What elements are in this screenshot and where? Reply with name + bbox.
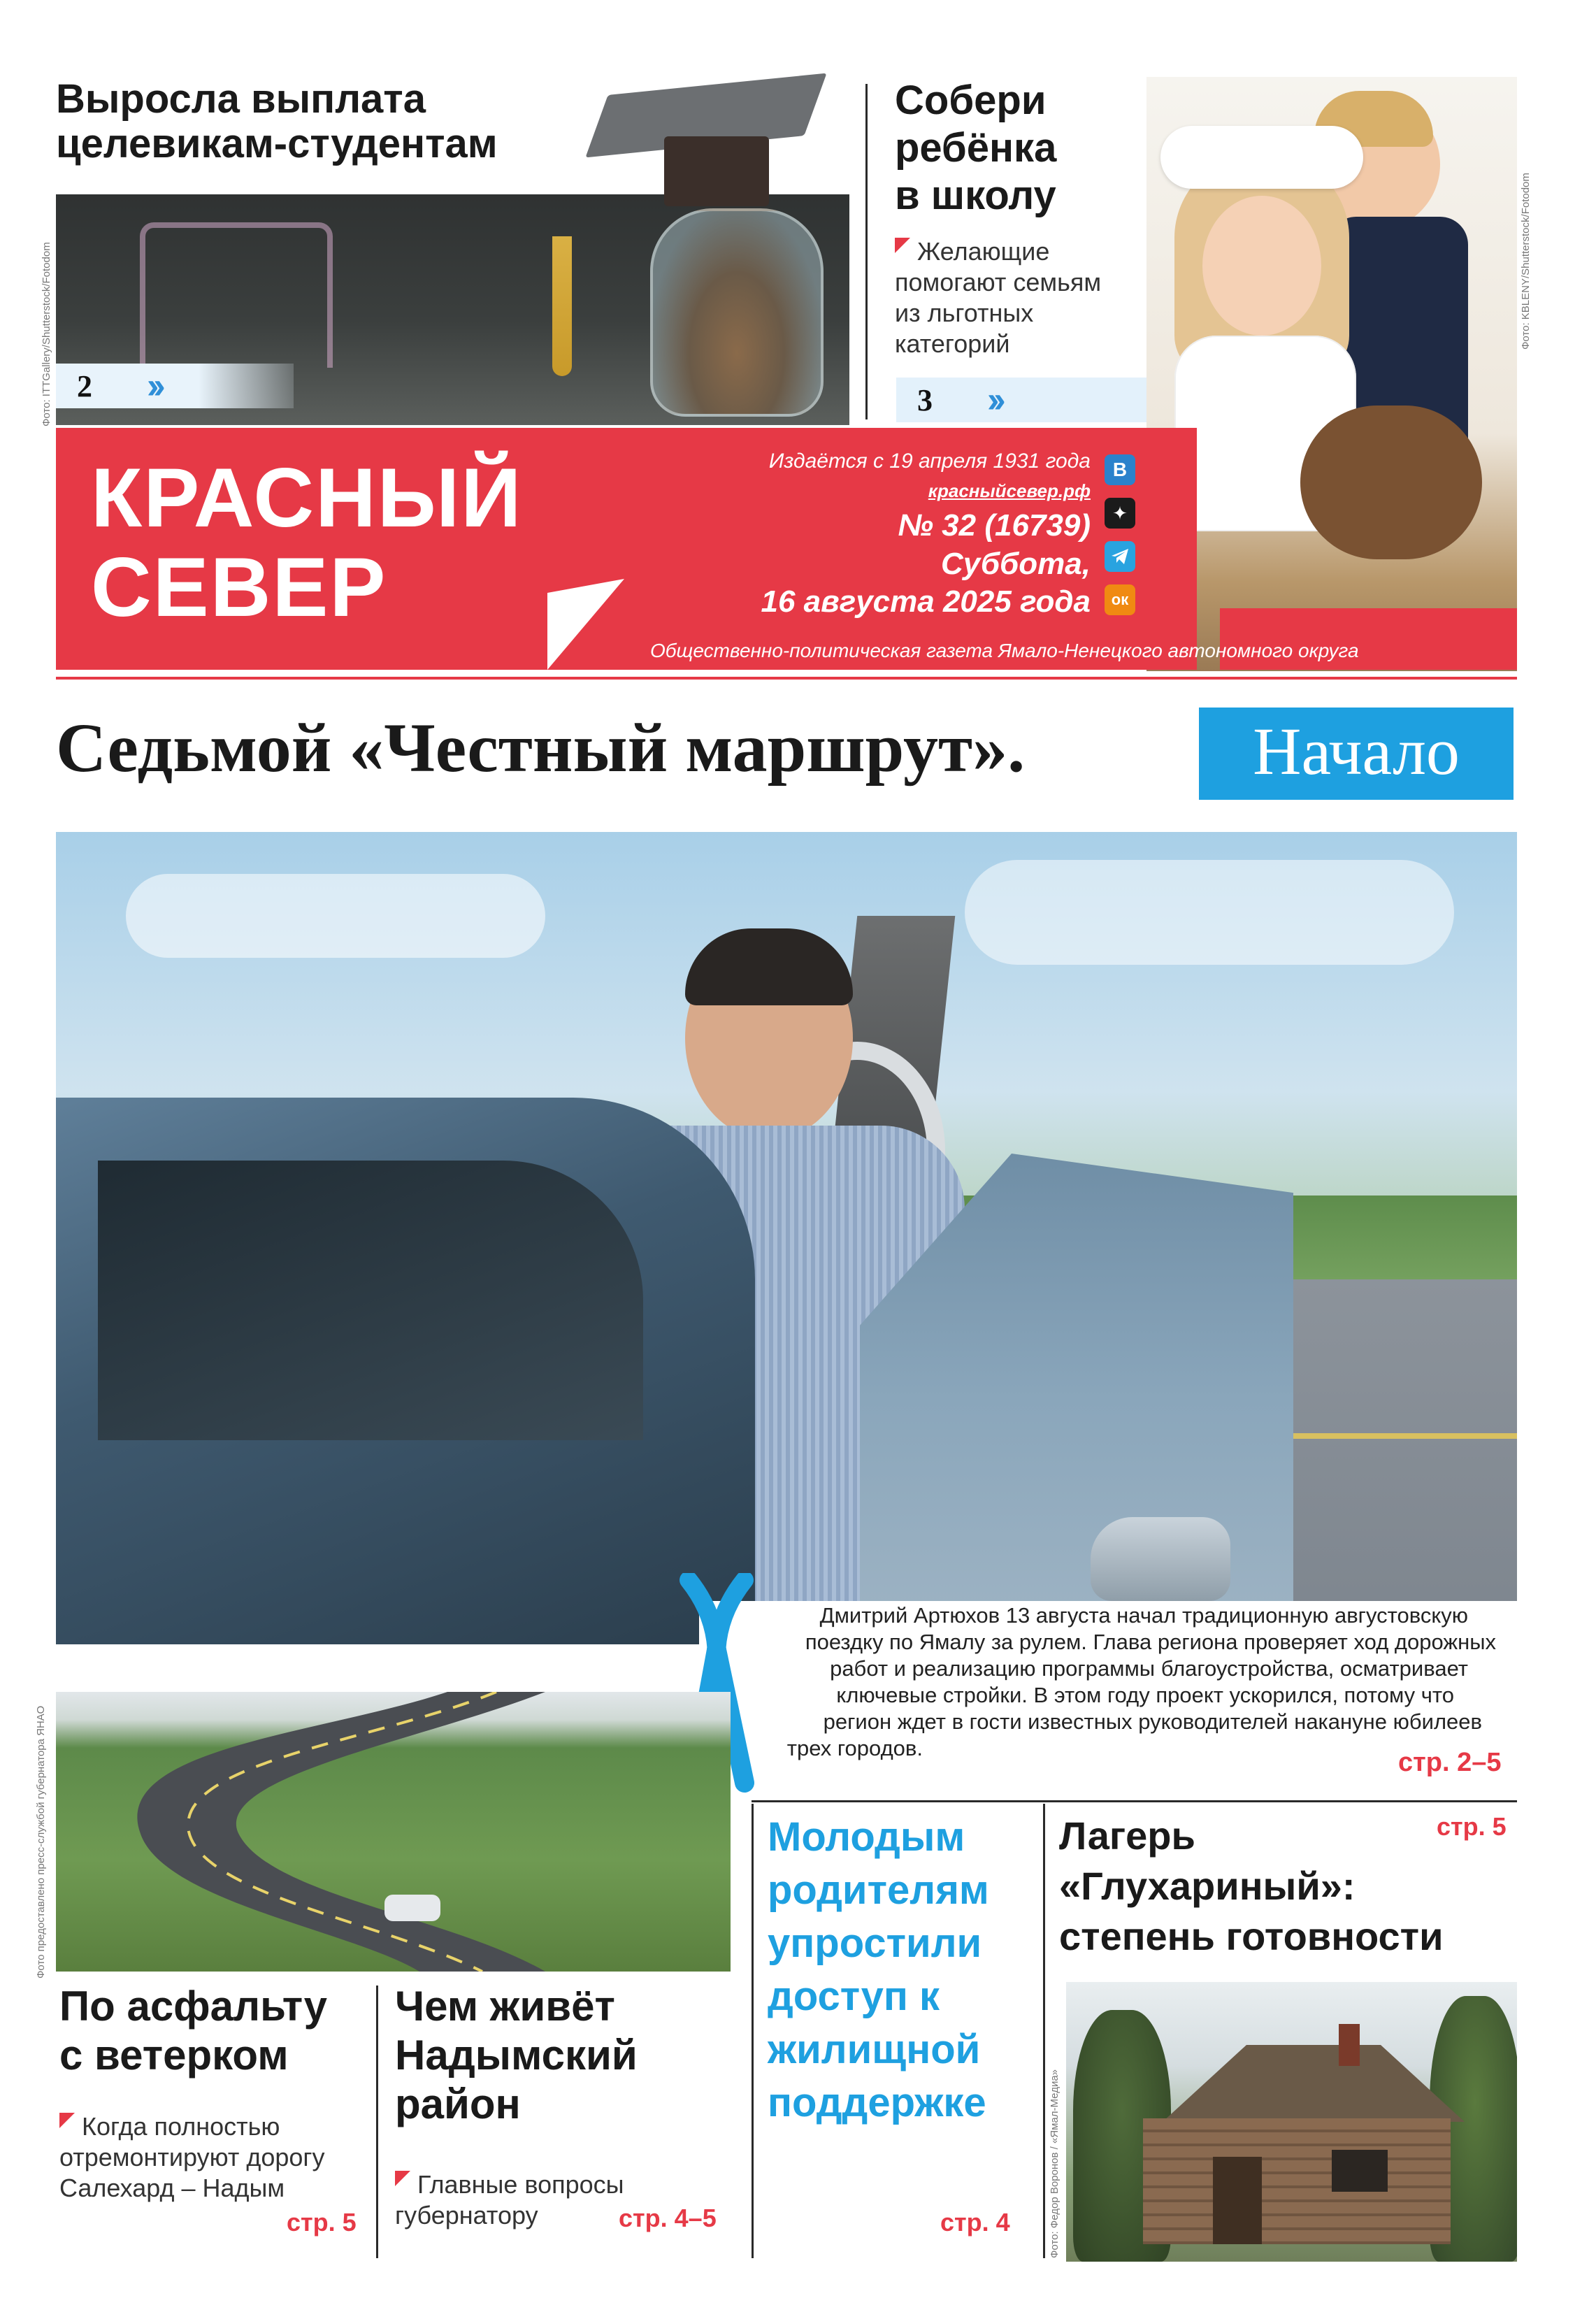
teaser-left-nav[interactable] xyxy=(56,364,294,408)
chalk-drawing xyxy=(140,222,333,368)
masthead-site-link[interactable]: красныйсевер.рф xyxy=(928,480,1091,501)
teaser-divider xyxy=(865,84,868,419)
masthead-title[interactable] xyxy=(91,453,522,632)
masthead-rule xyxy=(56,677,1517,680)
teaser-left-headline-line2: целевикам-студентам xyxy=(56,121,498,166)
teaser-right-headline-line1: Собери xyxy=(895,78,1047,123)
camp-pages[interactable]: стр. 5 xyxy=(1437,1812,1507,1841)
cloud xyxy=(965,860,1454,965)
masthead-since: Издаётся с 19 апреля 1931 года xyxy=(768,450,1091,473)
teaser-right-nav[interactable] xyxy=(896,378,1176,422)
caption-line3: работ и реализацию программы благоустройства, осматривает xyxy=(830,1656,1468,1681)
nadym-headline-line3: район xyxy=(395,2081,521,2127)
ok-icon[interactable]: ок xyxy=(1105,584,1135,615)
caption-line4: ключевые стройки. В этом году проект ускорился, потому что xyxy=(836,1683,1454,1707)
car-window xyxy=(98,1161,643,1440)
camp-headline[interactable] xyxy=(1059,1811,1444,1962)
teaser-right-page-num: 3 xyxy=(917,382,933,417)
masthead-info xyxy=(629,447,1091,621)
teddy-bear xyxy=(1300,405,1482,559)
teaser-left-photo-credit: Фото: ITTGallery/Shutterstock/Fotodom xyxy=(41,242,52,426)
main-photo[interactable] xyxy=(56,832,1517,1644)
girl-bows xyxy=(1160,126,1363,189)
cabin-wall xyxy=(1143,2118,1451,2244)
car-mirror xyxy=(1091,1517,1230,1601)
asphalt-headline-line1: По асфальту xyxy=(59,1983,328,2030)
cabin-window xyxy=(1332,2150,1388,2192)
caption-line6: трех городов. xyxy=(786,1736,923,1760)
asphalt-lead-line1: Когда полностью xyxy=(82,2112,280,2141)
teaser-right-lead-line1: Желающие xyxy=(917,237,1050,266)
cabin-door xyxy=(1213,2157,1262,2244)
housing-headline-line4: доступ к xyxy=(768,1974,940,2019)
main-headline[interactable]: Седьмой «Честный маршрут». xyxy=(56,709,1026,787)
nadym-lead-line2: губернатору xyxy=(395,2201,538,2230)
man-hair xyxy=(685,928,853,1005)
housing-headline-line5: жилищной xyxy=(768,2027,981,2072)
teaser-right-headline[interactable] xyxy=(895,77,1056,220)
nadym-headline-line1: Чем живёт xyxy=(395,1983,615,2030)
teaser-left-page-num: 2 xyxy=(77,368,92,403)
teaser-right-lead-line2: помогают семьям xyxy=(895,268,1102,296)
nadym-headline-line2: Надымский xyxy=(395,2032,638,2078)
camp-photo[interactable] xyxy=(1066,1982,1517,2262)
camp-headline-line3: степень готовности xyxy=(1059,1914,1444,1958)
housing-headline[interactable] xyxy=(768,1811,989,2130)
camp-headline-line1: Лагерь xyxy=(1059,1814,1195,1858)
teaser-left-headline[interactable] xyxy=(56,77,498,166)
cabin-chimney xyxy=(1339,2024,1360,2066)
masthead-triangle-mark xyxy=(547,579,624,670)
divider-housing-camp xyxy=(1043,1804,1045,2258)
cloud xyxy=(126,874,545,958)
telegram-icon[interactable] xyxy=(1105,541,1135,572)
bottom-rule-right xyxy=(752,1800,1517,1802)
masthead-title-line2: СЕВЕР xyxy=(91,540,387,634)
masthead-title-line1: КРАСНЫЙ xyxy=(91,451,523,545)
double-chevron-right-icon: ›› xyxy=(987,380,1000,420)
caption-line2: поездку по Ямалу за рулем. Глава региона проверяет ход дорожных xyxy=(805,1630,1496,1654)
main-photo-credit: Фото предоставлено пресс-службой губернатора ЯНАО xyxy=(35,1705,47,1979)
asphalt-headline[interactable] xyxy=(59,1982,327,2080)
caption-line5: регион ждет в гости известных руководителей накануне юбилеев xyxy=(823,1709,1482,1734)
masthead-date: 16 августа 2025 года xyxy=(761,584,1091,619)
teaser-right-lead-line3: из льготных xyxy=(895,299,1034,327)
girl-face xyxy=(1202,196,1321,336)
teaser-left-headline-line1: Выросла выплата xyxy=(56,76,426,122)
cabin-roof xyxy=(1129,2045,1465,2122)
asphalt-lead xyxy=(59,2111,325,2204)
masthead-weekday: Суббота, xyxy=(941,547,1091,581)
double-chevron-right-icon: ›› xyxy=(147,366,160,406)
divider-nadym-housing xyxy=(752,1804,754,2258)
housing-headline-line6: поддержке xyxy=(768,2080,986,2125)
asphalt-headline-line2: с ветерком xyxy=(59,2032,289,2078)
caption-line1: Дмитрий Артюхов 13 августа начал традиционную августовскую xyxy=(819,1603,1468,1628)
coin-jar xyxy=(650,208,824,417)
main-caption xyxy=(727,1602,1496,1762)
main-headline-tag[interactable]: Начало xyxy=(1199,708,1514,800)
teaser-right-lead xyxy=(895,236,1101,359)
car-on-road xyxy=(384,1895,440,1921)
teaser-right-headline-line2: ребёнка xyxy=(895,125,1057,171)
nadym-headline[interactable] xyxy=(395,1982,638,2129)
camp-headline-line2: «Глухариный»: xyxy=(1059,1864,1356,1908)
dzen-icon[interactable]: ✦ xyxy=(1105,498,1135,529)
asphalt-lead-line2: отремонтируют дорогу xyxy=(59,2143,325,2171)
graduation-cap-base xyxy=(664,136,769,206)
teaser-right-photo[interactable] xyxy=(1146,77,1517,671)
housing-headline-line3: упростили xyxy=(768,1920,982,1966)
nadym-pages[interactable]: стр. 4–5 xyxy=(619,2204,717,2232)
teaser-right-lead-line4: категорий xyxy=(895,329,1010,358)
masthead-issue: № 32 (16739) xyxy=(898,508,1091,543)
road-photo[interactable] xyxy=(56,1692,731,1972)
teaser-right-photo-credit: Фото: KBLENY/Shutterstock/Fotodom xyxy=(1520,173,1532,350)
divider-asphalt-nadym xyxy=(376,1986,378,2258)
housing-headline-line2: родителям xyxy=(768,1867,989,1913)
vk-icon[interactable]: В xyxy=(1105,454,1135,485)
asphalt-pages[interactable]: стр. 5 xyxy=(287,2208,357,2236)
teaser-right-headline-line3: в школу xyxy=(895,173,1056,218)
main-story-pages[interactable]: стр. 2–5 xyxy=(1398,1748,1502,1777)
housing-headline-line1: Молодым xyxy=(768,1814,965,1860)
tassel xyxy=(552,236,572,376)
nadym-lead xyxy=(395,2169,624,2231)
housing-pages[interactable]: стр. 4 xyxy=(940,2208,1010,2236)
curved-road xyxy=(56,1692,731,1972)
camp-photo-credit: Фото: Федор Воронов / «Ямал-Медиа» xyxy=(1049,2069,1061,2258)
masthead-tagline: Общественно-политическая газета Ямало-Ненецкого автономного округа xyxy=(650,640,1359,661)
nadym-lead-line1: Главные вопросы xyxy=(417,2170,624,2199)
asphalt-lead-line3: Салехард – Надым xyxy=(59,2174,285,2202)
